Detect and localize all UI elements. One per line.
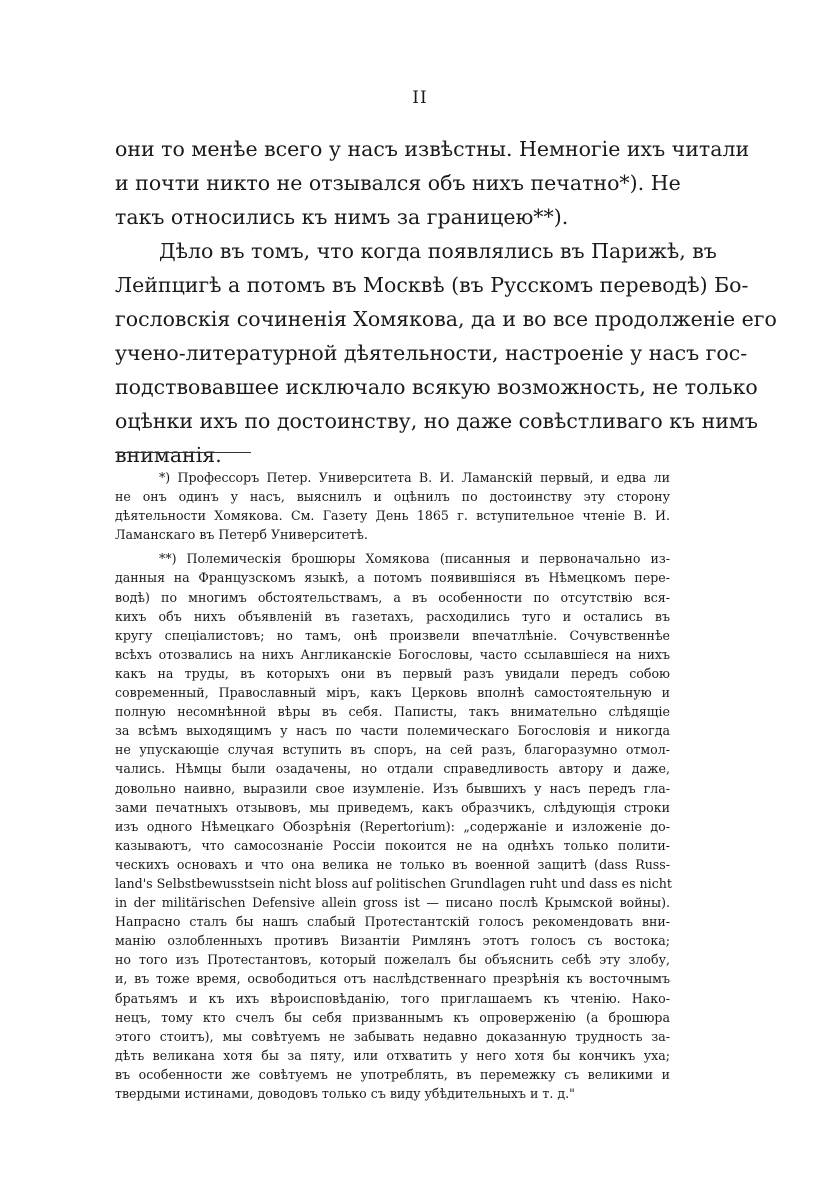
footnote-line: не упускающіе случая вступить въ споръ, на сей разъ, благоразумно отмол- [115,742,670,758]
footnote-line: довольно наивно, выразили свое изумленіе. Изъ бывшихъ у насъ передъ гла- [115,780,670,796]
footnote-line: чались. Нѣмцы были озадачены, но отдали справедливость автору и даже, [115,761,670,777]
footnote-line: ческихъ основахъ и что она велика не только въ военной защитѣ (dass Russ- [115,856,670,872]
footnote-line: за всѣмъ выходящимъ у насъ по части полемическаго Богословія и никогда [115,723,670,739]
footnote-line: изъ одного Нѣмецкаго Обозрѣнія (Repertorium): „содержаніе и изложеніе до- [115,818,670,834]
text-line: такъ относились къ нимъ за границею**). [115,205,569,229]
footnote-line: in der militärischen Defensive allein gross ist — писано послѣ Крымской войны). [115,895,670,911]
footnotes [115,468,670,1103]
footnote-line: братьямъ и къ ихъ вѣроисповѣданію, того приглашаемъ къ чтенію. Нако- [115,990,670,1006]
footnote-line: казываютъ, что самосознаніе Россіи покоится не на однѣхъ только полити- [115,837,670,853]
footnote-line: дѣть великана хотя бы за пяту, или отхватить у него хотя бы кончикъ уха; [115,1047,670,1063]
footnote-line: современный, Православный міръ, какъ Церковь вполнѣ самостоятельную и [115,685,670,701]
footnote-line: land's Selbstbewusstsein nicht bloss auf politischen Grundlagen ruht und dass es nicht [115,875,672,891]
text-line: вниманія. [115,443,222,467]
footnote-line: Ламанскаго въ Петерб Университетѣ. [115,527,368,543]
footnote-line: твердыми истинами, доводовъ только съ виду убѣдительныхъ и т. д." [115,1086,575,1101]
footnote-2 [115,549,670,1103]
footnote-line: кругу спеціалистовъ; но тамъ, онѣ произвели впечатлѣніе. Сочувственнѣе [115,627,670,643]
footnote-line: манію озлобленныхъ противъ Византіи Римлянъ этотъ голосъ съ востока; [115,933,670,949]
footnote-line: Напрасно сталъ бы нашъ слабый Протестантскій голосъ рекомендовать вни- [115,914,670,930]
footnote-line: въ особенности же совѣтуемъ не употреблять, въ перемежку съ великими и [115,1066,670,1082]
footnote-line: и, въ тоже время, освободиться отъ наслѣдственнаго презрѣнія къ восточнымъ [115,971,670,987]
text-line: и почти никто не отзывался объ нихъ печатно*). Не [115,171,681,195]
footnote-separator [115,452,251,453]
footnote-line: нецъ, тому кто счелъ бы себя призваннымъ къ опроверженію (а брошюра [115,1009,670,1025]
text-line: гословскія сочиненія Хомякова, да и во все продолженіе его [115,307,777,331]
footnote-line: данныя на Французскомъ языкѣ, а потомъ появившіяся въ Нѣмецкомъ пере- [115,570,670,586]
footnote-line: кихъ объ нихъ объявленій въ газетахъ, расходились туго и остались въ [115,608,670,624]
footnote-line: какъ на труды, въ которыхъ они въ первый разъ увидали передъ собою [115,665,670,681]
footnote-1 [115,468,670,544]
footnote-line: зами печатныхъ отзывовъ, мы приведемъ, какъ образчикъ, слѣдующія строки [115,799,670,815]
footnote-line: **) Полемическія брошюры Хомякова (писанныя и первоначально из- [159,551,670,567]
footnote-line: полную несомнѣнной вѣры въ себя. Паписты, такъ внимательно слѣдящіе [115,704,670,720]
footnote-line: но того изъ Протестантовъ, который пожелалъ бы объяснить себѣ эту злобу, [115,952,670,968]
text-line: Лейпцигѣ а потомъ въ Москвѣ (въ Русскомъ переводѣ) Бо- [115,273,749,297]
text-line: учено-литературной дѣятельности, настроеніе у насъ гос- [115,341,748,365]
footnote-line: *) Профессоръ Петер. Университета В. И. Ламанскій первый, и едва ли [159,470,670,485]
footnote-line: этого стоитъ), мы совѣтуемъ не забывать недавно доказанную трудность за- [115,1028,670,1044]
page-number: II [412,88,428,108]
footnote-line: всѣхъ отозвались на нихъ Англиканскіе Богословы, часто ссылавшіеся на нихъ [115,646,670,662]
text-line: оцѣнки ихъ по достоинству, но даже совѣстливаго къ нимъ [115,409,758,433]
text-line: они то менѣе всего у насъ извѣстны. Немногіе ихъ читали [115,137,750,161]
footnote-line: не онъ одинъ у насъ, выяснилъ и оцѣнилъ по достоинству эту сторону [115,489,670,505]
main-text [115,132,777,472]
footnote-line: дѣятельности Хомякова. См. Газету День 1865 г. вступительное чтеніе В. И. [115,508,670,524]
footnote-line: водѣ) по многимъ обстоятельствамъ, а въ особенности по отсутствію вся- [115,589,670,605]
text-line: Дѣло въ томъ, что когда появлялись въ Парижѣ, въ [159,239,717,263]
text-line: подствовавшее исключало всякую возможность, не только [115,375,758,399]
